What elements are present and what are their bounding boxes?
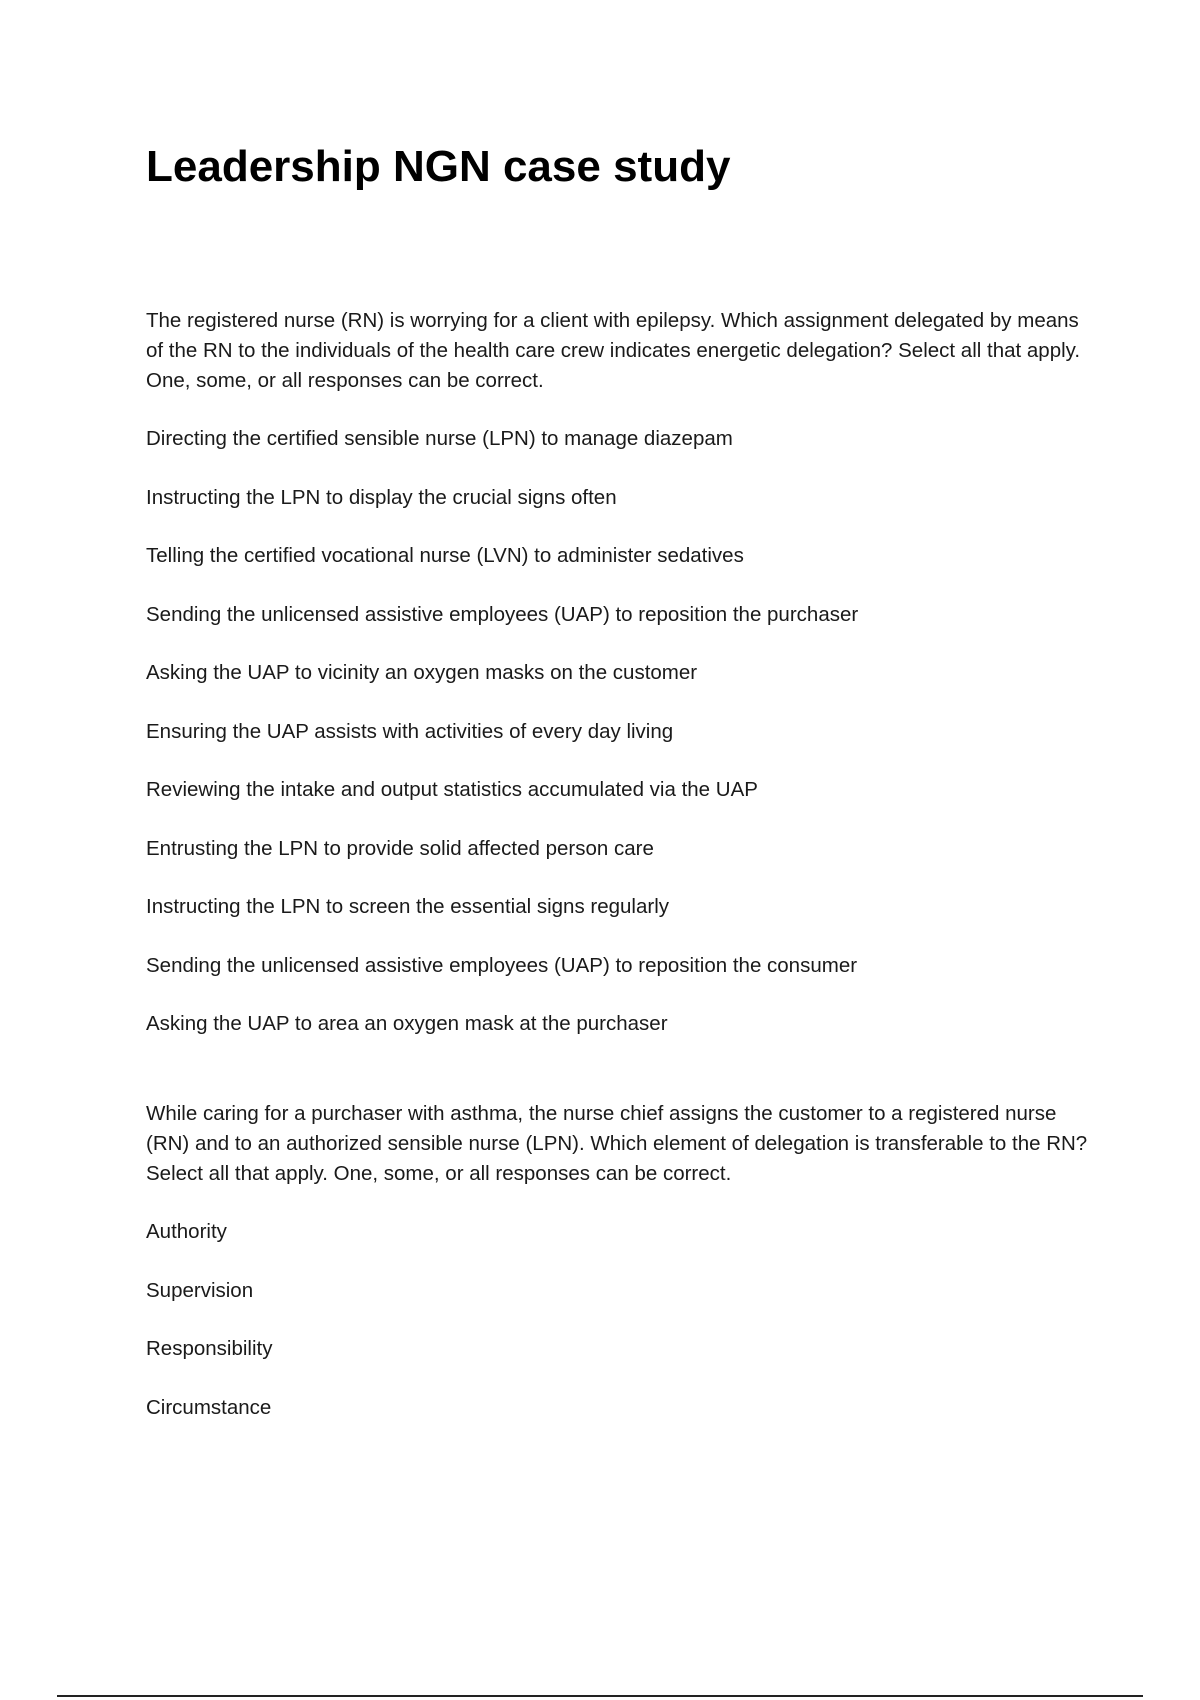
answer-option: Supervision <box>146 1278 254 1302</box>
page-title: Leadership NGN case study <box>146 142 731 191</box>
answer-option: Ensuring the UAP assists with activities of every day living <box>146 719 674 743</box>
answer-option: Instructing the LPN to display the crucial signs often <box>146 485 617 509</box>
answer-option: Asking the UAP to area an oxygen mask at the purchaser <box>146 1012 668 1035</box>
answer-option: Telling the certified vocational nurse (LVN) to administer sedatives <box>146 544 744 567</box>
answer-option: Authority <box>146 1220 227 1243</box>
answer-option: Reviewing the intake and output statistics accumulated via the UAP <box>146 778 758 801</box>
answer-option: Sending the unlicensed assistive employees (UAP) to reposition the purchaser <box>146 602 859 626</box>
page-divider <box>57 1695 1143 1697</box>
answer-option: Entrusting the LPN to provide solid affected person care <box>146 836 654 860</box>
question-stem: The registered nurse (RN) is worrying for a client with epilepsy. Which assignment delegated by means of the RN to the individuals of the health care crew indicates energetic delegation? Select all that apply. One, some, or all responses can be correct. <box>146 309 1081 392</box>
option-list <box>146 1217 1096 1423</box>
answer-option: Circumstance <box>146 1395 272 1419</box>
answer-option: Responsibility <box>146 1337 273 1360</box>
answer-option: Asking the UAP to vicinity an oxygen masks on the customer <box>146 661 698 684</box>
question-stem: While caring for a purchaser with asthma, the nurse chief assigns the customer to a registered nurse (RN) and to an authorized sensible nurse (LPN). Which element of delegation is transferable to the RN? Select all that apply. One, some, or all responses can be correct. <box>146 1102 1088 1185</box>
answer-option: Sending the unlicensed assistive employees (UAP) to reposition the consumer <box>146 953 858 977</box>
answer-option: Directing the certified sensible nurse (LPN) to manage diazepam <box>146 427 733 450</box>
question-2 <box>146 1099 1096 1451</box>
question-1 <box>146 306 1096 1068</box>
option-list <box>146 424 1096 1039</box>
answer-option: Instructing the LPN to screen the essential signs regularly <box>146 895 670 918</box>
